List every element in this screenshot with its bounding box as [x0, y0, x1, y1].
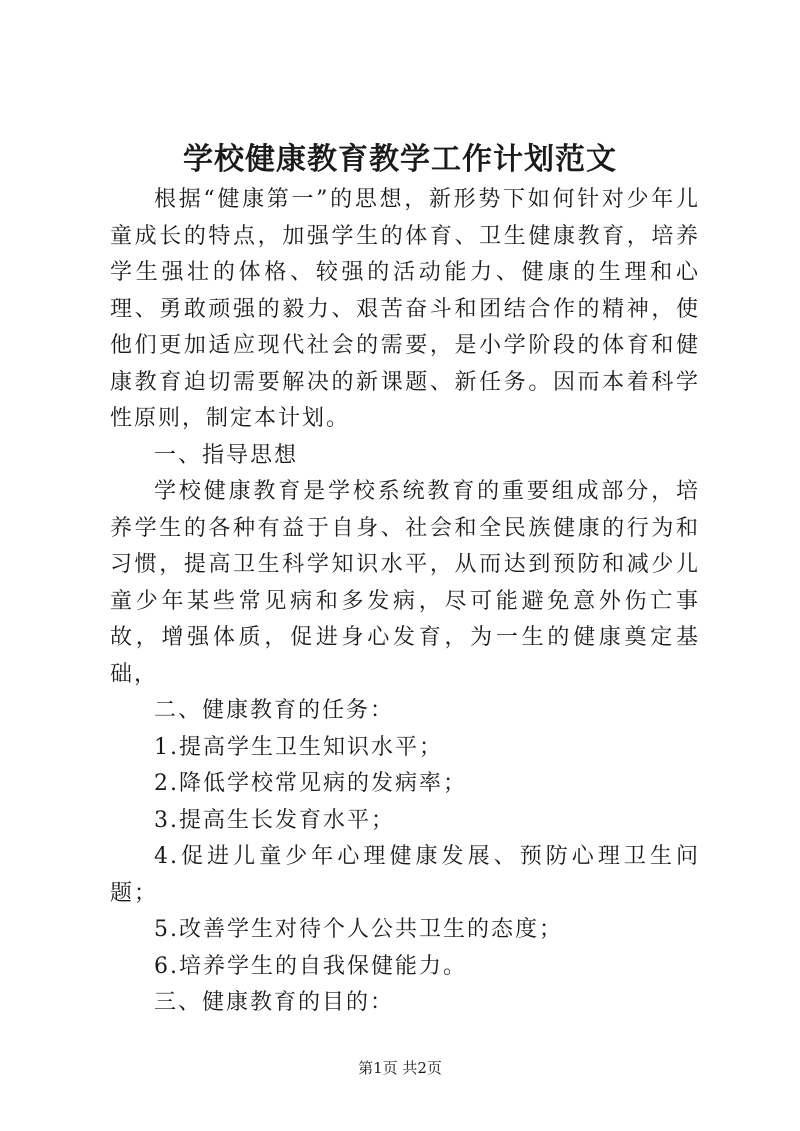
page-number-label: 第1页 共2页 [358, 1059, 442, 1077]
task-item-6: 6.培养学生的自我保健能力。 [154, 953, 467, 979]
document-body [110, 182, 700, 1022]
task-item-3: 3.提高生长发育水平； [154, 807, 395, 833]
section-heading-tasks: 二、健康教育的任务： [154, 698, 395, 723]
document-title: 学校健康教育教学工作计划范文 [183, 142, 617, 177]
section-heading-purpose: 三、健康教育的目的： [154, 990, 395, 1015]
task-item-5: 5.改善学生对待个人公共卫生的态度； [154, 917, 563, 942]
task-item-2: 2.降低学校常见病的发病率； [154, 771, 467, 796]
task-item-4: 4.促进儿童少年心理健康发展、预防心理卫生问题； [110, 844, 700, 906]
guiding-thought-paragraph: 学校健康教育是学校系统教育的重要组成部分，培养学生的各种有益于自身、社会和全民族健康的行为和习惯，提高卫生科学知识水平，从而达到预防和减少儿童少年某些常见病和多发病，尽可能避免意外伤亡事故，增强体质，促进身心发育，为一生的健康奠定基础， [110, 479, 700, 687]
page-footer [0, 1058, 800, 1078]
task-item-1: 1.提高学生卫生知识水平； [154, 734, 443, 760]
intro-paragraph: 根据“健康第一”的思想，新形势下如何针对少年儿童成长的特点，加强学生的体育、卫生健康教育，培养学生强壮的体格、较强的活动能力、健康的生理和心理、勇敢顽强的毅力、艰苦奋斗和团结合作的精神，使他们更加适应现代社会的需要，是小学阶段的体育和健康教育迫切需要解决的新课题、新任务。因而本着科学性原则，制定本计划。 [110, 187, 700, 431]
section-heading-guiding-thought: 一、指导思想 [154, 442, 299, 468]
